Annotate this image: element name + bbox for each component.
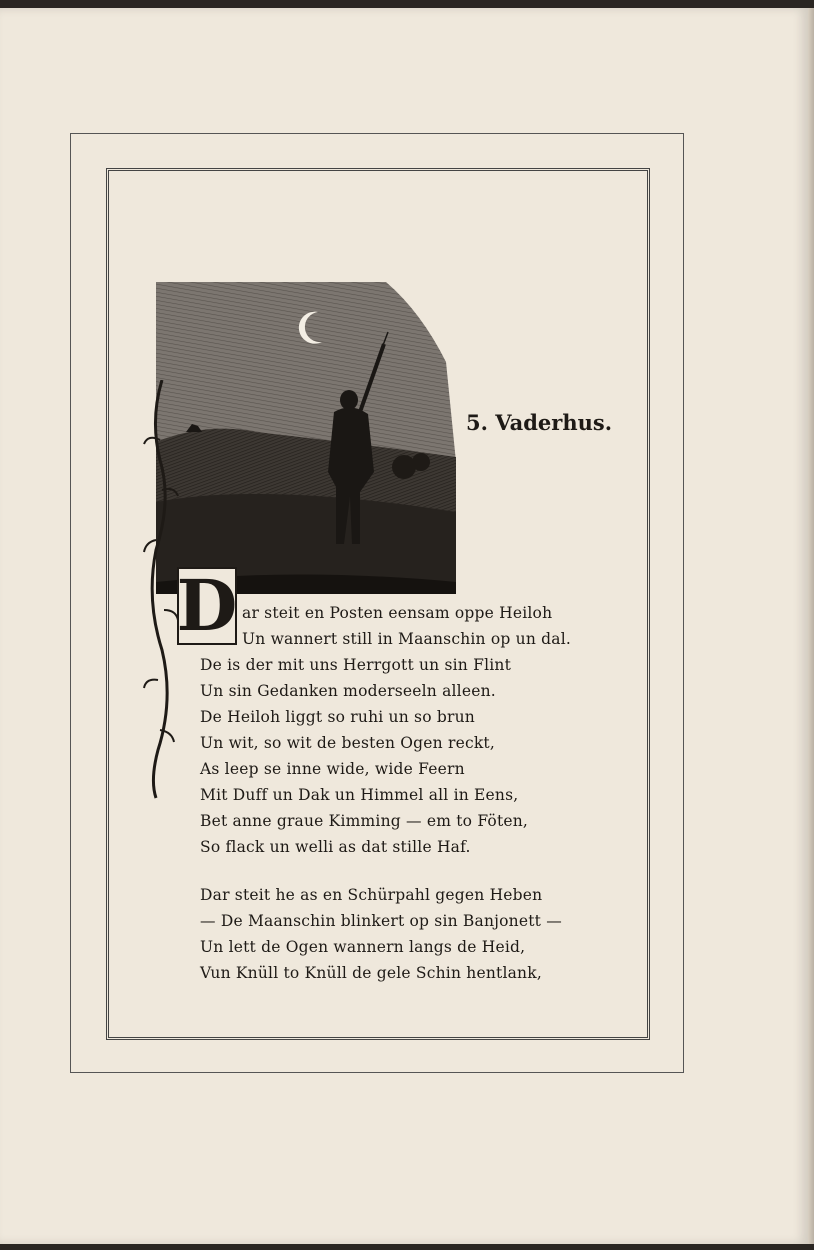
- poem-line: Un wannert still in Maanschin op un dal.: [242, 630, 571, 648]
- poem-line: Bet anne graue Kimming — em to Föten,: [200, 812, 529, 830]
- poem-line: Un lett de Ogen wannern langs de Heid,: [200, 938, 526, 956]
- poem-line: Dar steit he as en Schürpahl gegen Heben: [200, 886, 543, 904]
- poem-number: 5.: [466, 410, 488, 435]
- poem-line: As leep se inne wide, wide Feern: [200, 760, 465, 778]
- poem-line: ar steit en Posten eensam oppe Heiloh: [242, 604, 553, 622]
- moonlit-sentry-illustration: [146, 282, 458, 594]
- poem-title-text: Vaderhus.: [495, 410, 613, 435]
- page-edge: [808, 8, 814, 1244]
- poem-line: So flack un welli as dat stille Haf.: [200, 838, 471, 856]
- poem-line: Un sin Gedanken moderseeln alleen.: [200, 682, 496, 700]
- poem-title: [466, 410, 612, 435]
- poem-line: Vun Knüll to Knüll de gele Schin hentlank,: [200, 964, 542, 982]
- poem-line: De Heiloh liggt so ruhi un so brun: [200, 708, 475, 726]
- initial-letter-text: D: [176, 566, 238, 646]
- poem-line: — De Maanschin blinkert op sin Banjonett —: [200, 912, 562, 930]
- ornamental-initial: [176, 566, 238, 646]
- poem-line: Mit Duff un Dak un Himmel all in Eens,: [200, 786, 519, 804]
- poem-line: Un wit, so wit de besten Ogen reckt,: [200, 734, 495, 752]
- poem-line: De is der mit uns Herrgott un sin Flint: [200, 656, 511, 674]
